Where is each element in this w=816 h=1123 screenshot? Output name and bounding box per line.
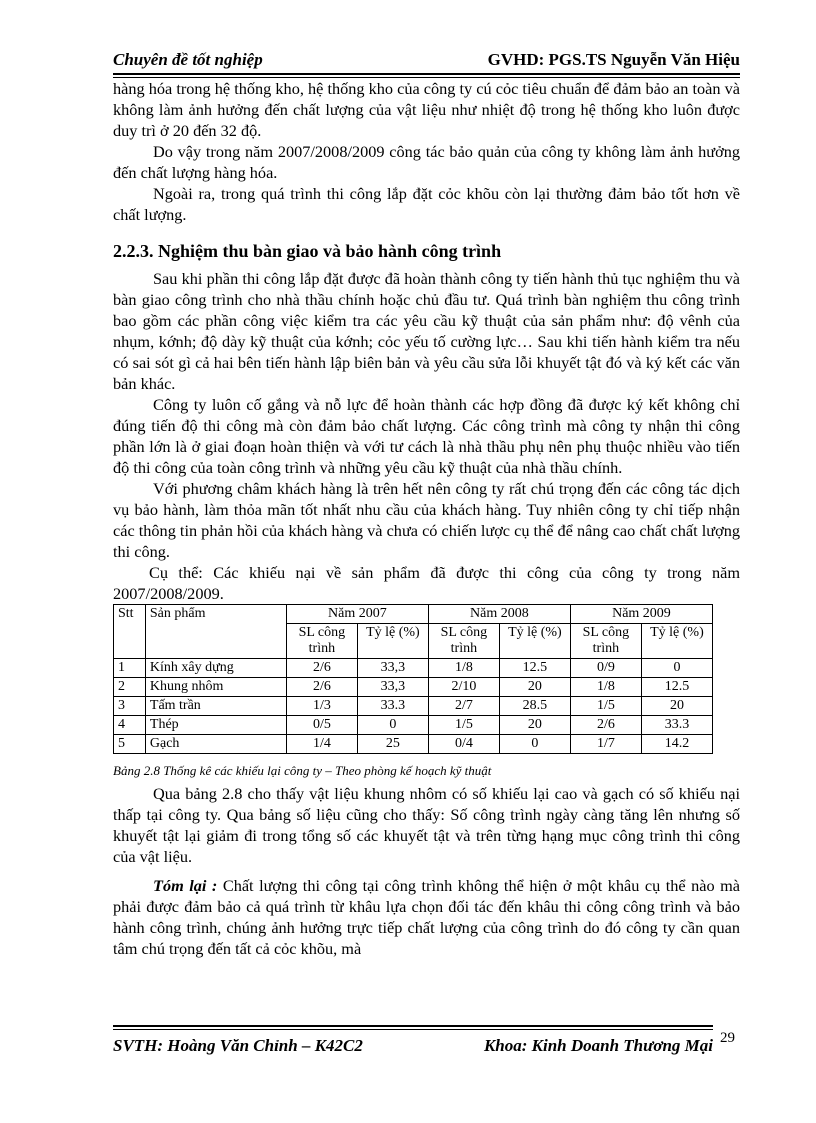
- header-stt: Stt: [114, 605, 146, 659]
- cell-product: Gạch: [145, 735, 286, 754]
- cell-value: 20: [499, 716, 570, 735]
- cell-value: 2/6: [286, 678, 357, 697]
- cell-value: 1/7: [570, 735, 641, 754]
- cell-value: 1/8: [428, 659, 499, 678]
- cell-value: 12.5: [499, 659, 570, 678]
- cell-value: 33.3: [357, 697, 428, 716]
- cell-product: Tấm trần: [145, 697, 286, 716]
- header-year-2008: Năm 2008: [428, 605, 570, 624]
- summary-text: Chất lượng thi công tại công trình không thể hiện ở một khâu cụ thể nào mà phải được đảm bảo cả quá trình từ khâu lựa chọn đối tác đến khâu thi công công trình và bảo hành công trình, chúng ảnh hưởng trực tiếp chất lượng của công trình do đó công ty cần quan tâm chú trọng đến tất cả cỏc khõu, mà: [113, 876, 741, 958]
- paragraph-preservation: Do vậy trong năm 2007/2008/2009 công tác bảo quản của công ty không làm ảnh hưởng đến chất lượng hàng hóa.: [113, 142, 740, 182]
- cell-stt: 3: [114, 697, 146, 716]
- cell-value: 1/4: [286, 735, 357, 754]
- table-row: [114, 716, 713, 735]
- table-row: [114, 678, 713, 697]
- cell-stt: 5: [114, 735, 146, 754]
- cell-value: 20: [641, 697, 712, 716]
- cell-value: 12.5: [641, 678, 712, 697]
- header-year-2007: Năm 2007: [286, 605, 428, 624]
- page-content: [113, 78, 740, 959]
- cell-value: 1/3: [286, 697, 357, 716]
- subheader-sl: SL công trình: [428, 624, 499, 659]
- header-product: Sản phẩm: [145, 605, 286, 659]
- header-advisor: GVHD: PGS.TS Nguyễn Văn Hiệu: [487, 50, 740, 69]
- subheader-rate: Tỷ lệ (%): [641, 624, 712, 659]
- subheader-sl: SL công trình: [570, 624, 641, 659]
- paragraph-warranty: Với phương châm khách hàng là trên hết nên công ty rất chú trọng đến các công tác dịch vụ bảo hành, làm thỏa mãn tốt nhất nhu cầu của khách hàng. Tuy nhiên công ty chỉ tiếp nhận các thông tin phản hồi của khách hàng và chưa có chiến lược cụ thể để nâng cao chất chất lượng thi công.: [113, 479, 740, 561]
- paragraph-summary: [113, 875, 740, 959]
- cell-value: 2/6: [286, 659, 357, 678]
- cell-value: 0: [357, 716, 428, 735]
- section-heading: 2.2.3. Nghiệm thu bàn giao và bảo hành công trình: [113, 241, 502, 261]
- cell-value: 1/5: [428, 716, 499, 735]
- cell-value: 0: [499, 735, 570, 754]
- paragraph-storage: hàng hóa trong hệ thống kho, hệ thống kho của công ty cú cỏc tiêu chuẩn để đảm bảo an toàn và không làm ảnh hưởng đến chất lượng của vật liệu như nhiệt độ trong hệ thống kho luôn được duy trì ở 20 đến 32 độ.: [113, 79, 740, 140]
- header-rule: [113, 73, 740, 75]
- paragraph-acceptance: Sau khi phần thi công lắp đặt được đã hoàn thành công ty tiến hành thủ tục nghiệm thu và bàn giao công trình cho nhà thầu chính hoặc chủ đầu tư. Quá trình bàn nghiệm thu công trình bao gồm các phần công việc kiểm tra các yêu cầu kỹ thuật của sản phẩm như: độ vênh của nhụm, kớnh; độ dày kỹ thuật của kớnh; cỏc yếu tố cường lực… Sau khi tiến hành kiểm tra nếu có sai sót gì cả hai bên tiến hành lập biên bản và yêu cầu sửa lỗi khuyết tật đó và ký kết các văn bản khác.: [113, 269, 740, 393]
- cell-value: 25: [357, 735, 428, 754]
- paragraph-complaints-intro: Cụ thể: Các khiếu nại về sản phẩm đã được thi công của công ty trong năm 2007/2008/2009.: [113, 563, 740, 603]
- cell-value: 0: [641, 659, 712, 678]
- footer-rule-thin: [113, 1029, 713, 1030]
- cell-product: Kính xây dựng: [145, 659, 286, 678]
- subheader-rate: Tỷ lệ (%): [357, 624, 428, 659]
- page-number: 29: [720, 1030, 735, 1046]
- cell-value: 0/9: [570, 659, 641, 678]
- cell-value: 33,3: [357, 659, 428, 678]
- table-row: [114, 659, 713, 678]
- cell-product: Thép: [145, 716, 286, 735]
- cell-value: 14.2: [641, 735, 712, 754]
- cell-product: Khung nhôm: [145, 678, 286, 697]
- cell-value: 33,3: [357, 678, 428, 697]
- footer-faculty: Khoa: Kinh Doanh Thương Mại: [483, 1036, 713, 1055]
- cell-value: 0/5: [286, 716, 357, 735]
- cell-value: 28.5: [499, 697, 570, 716]
- table-row: [114, 697, 713, 716]
- table-caption: Bảng 2.8 Thống kê các khiếu lại công ty – Theo phòng kế hoạch kỹ thuật: [113, 763, 492, 778]
- cell-stt: 2: [114, 678, 146, 697]
- cell-value: 0/4: [428, 735, 499, 754]
- cell-value: 2/10: [428, 678, 499, 697]
- page-header: [113, 50, 740, 74]
- footer-student: SVTH: Hoàng Văn Chỉnh – K42C2: [113, 1036, 363, 1055]
- cell-value: 1/8: [570, 678, 641, 697]
- summary-lead: Tóm lại :: [153, 876, 218, 895]
- paragraph-table-analysis: Qua bảng 2.8 cho thấy vật liệu khung nhôm có số khiếu lại cao và gạch có số khiếu nại thấp tại công ty. Qua bảng số liệu cũng cho thấy: Số công trình ngày càng tăng lên nhưng số khuyết tật lại giảm đi trong tổng số các khuyết tật và trên từng hạng mục công trình thi công của vật liệu.: [113, 784, 740, 866]
- subheader-sl: SL công trình: [286, 624, 357, 659]
- cell-stt: 4: [114, 716, 146, 735]
- cell-value: 33.3: [641, 716, 712, 735]
- cell-value: 20: [499, 678, 570, 697]
- header-year-2009: Năm 2009: [570, 605, 712, 624]
- cell-value: 2/6: [570, 716, 641, 735]
- paragraph-installation: Ngoài ra, trong quá trình thi công lắp đặt cỏc khõu còn lại thường đảm bảo tốt hơn về chất lượng.: [113, 184, 740, 224]
- paragraph-effort: Công ty luôn cố gắng và nỗ lực để hoàn thành các hợp đồng đã được ký kết không chỉ đúng tiến độ thi công mà còn đảm bảo chất lượng. Các công trình mà công ty nhận thi công phần lớn là ở giai đoạn hoàn thiện và với tư cách là nhà thầu phụ nên phụ thuộc nhiều vào tiến độ thi công của toàn công trình và những yêu cầu kỹ thuật của nhà thầu chính.: [113, 395, 740, 477]
- cell-value: 1/5: [570, 697, 641, 716]
- header-topic: Chuyên đề tốt nghiệp: [113, 50, 263, 69]
- cell-stt: 1: [114, 659, 146, 678]
- footer-rule: [113, 1025, 713, 1027]
- page-footer: [113, 1036, 713, 1060]
- table-row: [114, 735, 713, 754]
- complaints-table: [113, 604, 713, 754]
- cell-value: 2/7: [428, 697, 499, 716]
- table-header-row: [114, 605, 713, 624]
- subheader-rate: Tỷ lệ (%): [499, 624, 570, 659]
